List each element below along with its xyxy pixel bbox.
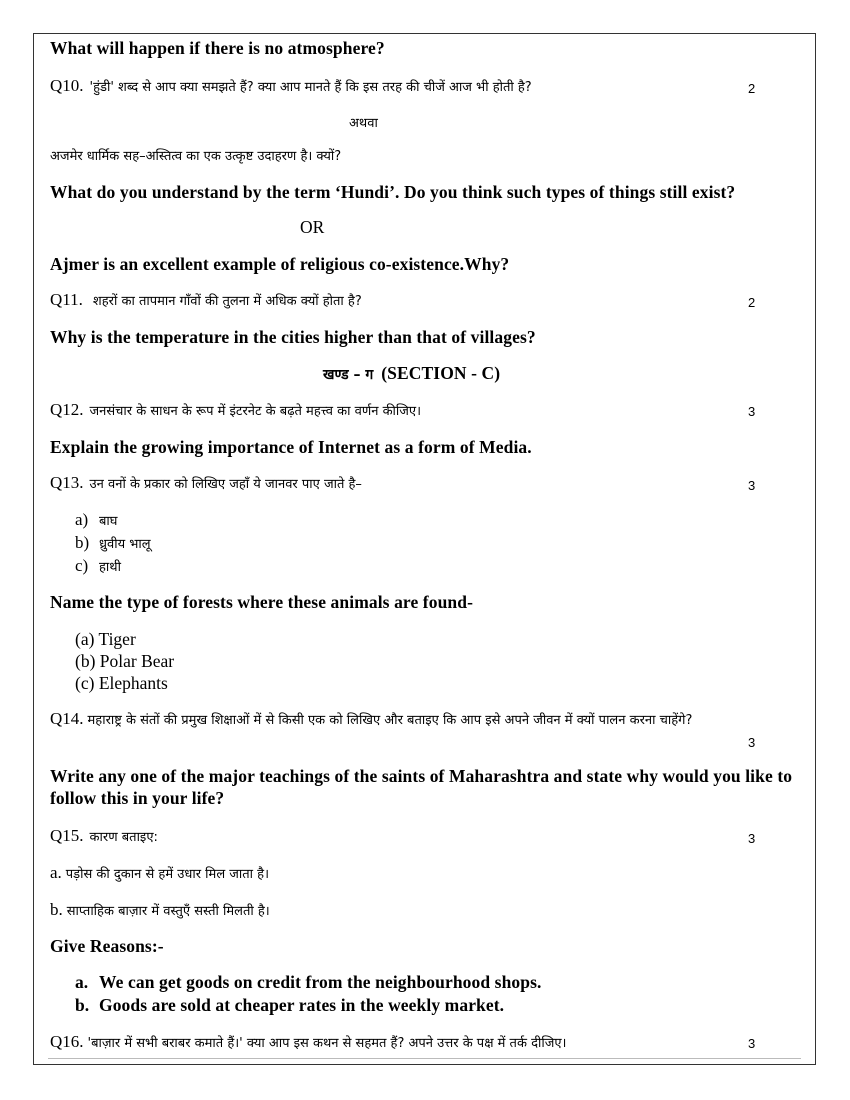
q10-alt-hindi: अजमेर धार्मिक सह–अस्तित्व का एक उत्कृष्ट उदाहरण है। क्यों? (50, 149, 342, 164)
section-c-hindi: खण्ड – ग (323, 367, 374, 383)
q10-or-english: OR (300, 217, 325, 237)
q12-english-text: Explain the growing importance of Internet as a form of Media. (50, 437, 532, 457)
list-item (75, 510, 117, 530)
q14-english-text: Write any one of the major teachings of the saints of Maharashtra and state why would you like to follow this in your life? (50, 766, 793, 808)
list-item (75, 629, 136, 650)
q13-marks: 3 (748, 478, 756, 493)
q15-english-text: Give Reasons:- (50, 936, 164, 956)
q11-marks: 2 (748, 295, 756, 310)
q10-hindi (50, 76, 532, 96)
list-item (75, 533, 151, 553)
q16-hindi-text: 'बाज़ार में सभी बराबर कमाते हैं।' क्या आप इस कथन से सहमत हैं? अपने उत्तर के पक्ष में तर्क दीजिए। (87, 1036, 567, 1051)
item-text: साप्ताहिक बाज़ार में वस्तुएँ सस्ती मिलती है। (66, 904, 270, 919)
item-text: ध्रुवीय भालू (99, 537, 151, 552)
item-label: b. (50, 900, 63, 919)
q14-marks: 3 (748, 735, 756, 750)
q12-marks: 3 (748, 404, 756, 419)
item-text: Goods are sold at cheaper rates in the weekly market. (99, 995, 505, 1015)
item-label: (b) (75, 651, 96, 671)
q15-number: Q15. (50, 826, 84, 845)
q10-number: Q10. (50, 76, 84, 95)
item-text: We can get goods on credit from the neighbourhood shops. (99, 972, 542, 992)
q13-english-text: Name the type of forests where these animals are found- (50, 592, 474, 612)
q14-hindi (50, 708, 770, 732)
list-item (75, 673, 168, 694)
q12-hindi-text: जनसंचार के साधन के रूप में इंटरनेट के बढ़ते महत्त्व का वर्णन कीजिए। (89, 404, 422, 419)
q10-hindi-text: 'हुंडी' शब्द से आप क्या समझते हैं? क्या आप मानते हैं कि इस तरह की चीजें आज भी होती है? (89, 80, 532, 95)
item-label: a. (50, 863, 62, 882)
list-item (50, 863, 269, 883)
section-c-english: (SECTION - C) (381, 363, 501, 383)
item-label: c) (75, 556, 89, 575)
item-label: (a) (75, 629, 95, 649)
list-item (50, 900, 270, 920)
q16-number: Q16. (50, 1032, 84, 1051)
item-text: Tiger (98, 629, 136, 649)
item-label: a. (75, 972, 89, 992)
q12-hindi (50, 400, 421, 420)
q14-hindi-text: महाराष्ट्र के संतों की प्रमुख शिक्षाओं में से किसी एक को लिखिए और बताइए कि आप इसे अपने जीवन में क्यों पालन करना चाहेंगे? (87, 713, 693, 728)
q10-alt-english: Ajmer is an excellent example of religious co-existence.Why? (50, 254, 510, 274)
q9-english-text: What will happen if there is no atmosphere? (50, 38, 385, 58)
q16-hindi (50, 1032, 566, 1052)
q11-english-text: Why is the temperature in the cities higher than that of villages? (50, 327, 536, 347)
item-label: b) (75, 533, 90, 552)
footer-divider (48, 1058, 801, 1059)
q11-hindi (50, 290, 362, 310)
q12-number: Q12. (50, 400, 84, 419)
q10-or-hindi: अथवा (349, 116, 378, 131)
q10-marks: 2 (748, 81, 756, 96)
item-text: बाघ (99, 514, 118, 529)
q11-hindi-text: शहरों का तापमान गाँवों की तुलना में अधिक क्यों होता है? (92, 294, 362, 309)
q16-marks: 3 (748, 1036, 756, 1051)
list-item (75, 556, 121, 576)
item-text: हाथी (99, 560, 121, 575)
item-label: (c) (75, 673, 95, 693)
q13-hindi-text: उन वनों के प्रकार को लिखिए जहाँ ये जानवर पाए जाते है– (89, 477, 362, 492)
q14-number: Q14. (50, 709, 84, 728)
list-item (75, 651, 174, 672)
list-item (75, 972, 542, 993)
q13-number: Q13. (50, 473, 84, 492)
q15-hindi-text: कारण बताइए: (89, 830, 158, 845)
item-label: b. (75, 995, 90, 1015)
item-text: पड़ोस की दुकान से हमें उधार मिल जाता है। (65, 867, 270, 882)
q13-hindi (50, 473, 362, 493)
item-label: a) (75, 510, 89, 529)
q11-number: Q11. (50, 290, 83, 309)
section-c-heading (323, 363, 500, 384)
item-text: Elephants (98, 673, 168, 693)
q15-hindi (50, 826, 158, 846)
list-item (75, 995, 504, 1016)
q15-marks: 3 (748, 831, 756, 846)
q10-english-text: What do you understand by the term ‘Hundi’. Do you think such types of things still exist? (50, 182, 736, 202)
item-text: Polar Bear (99, 651, 175, 671)
